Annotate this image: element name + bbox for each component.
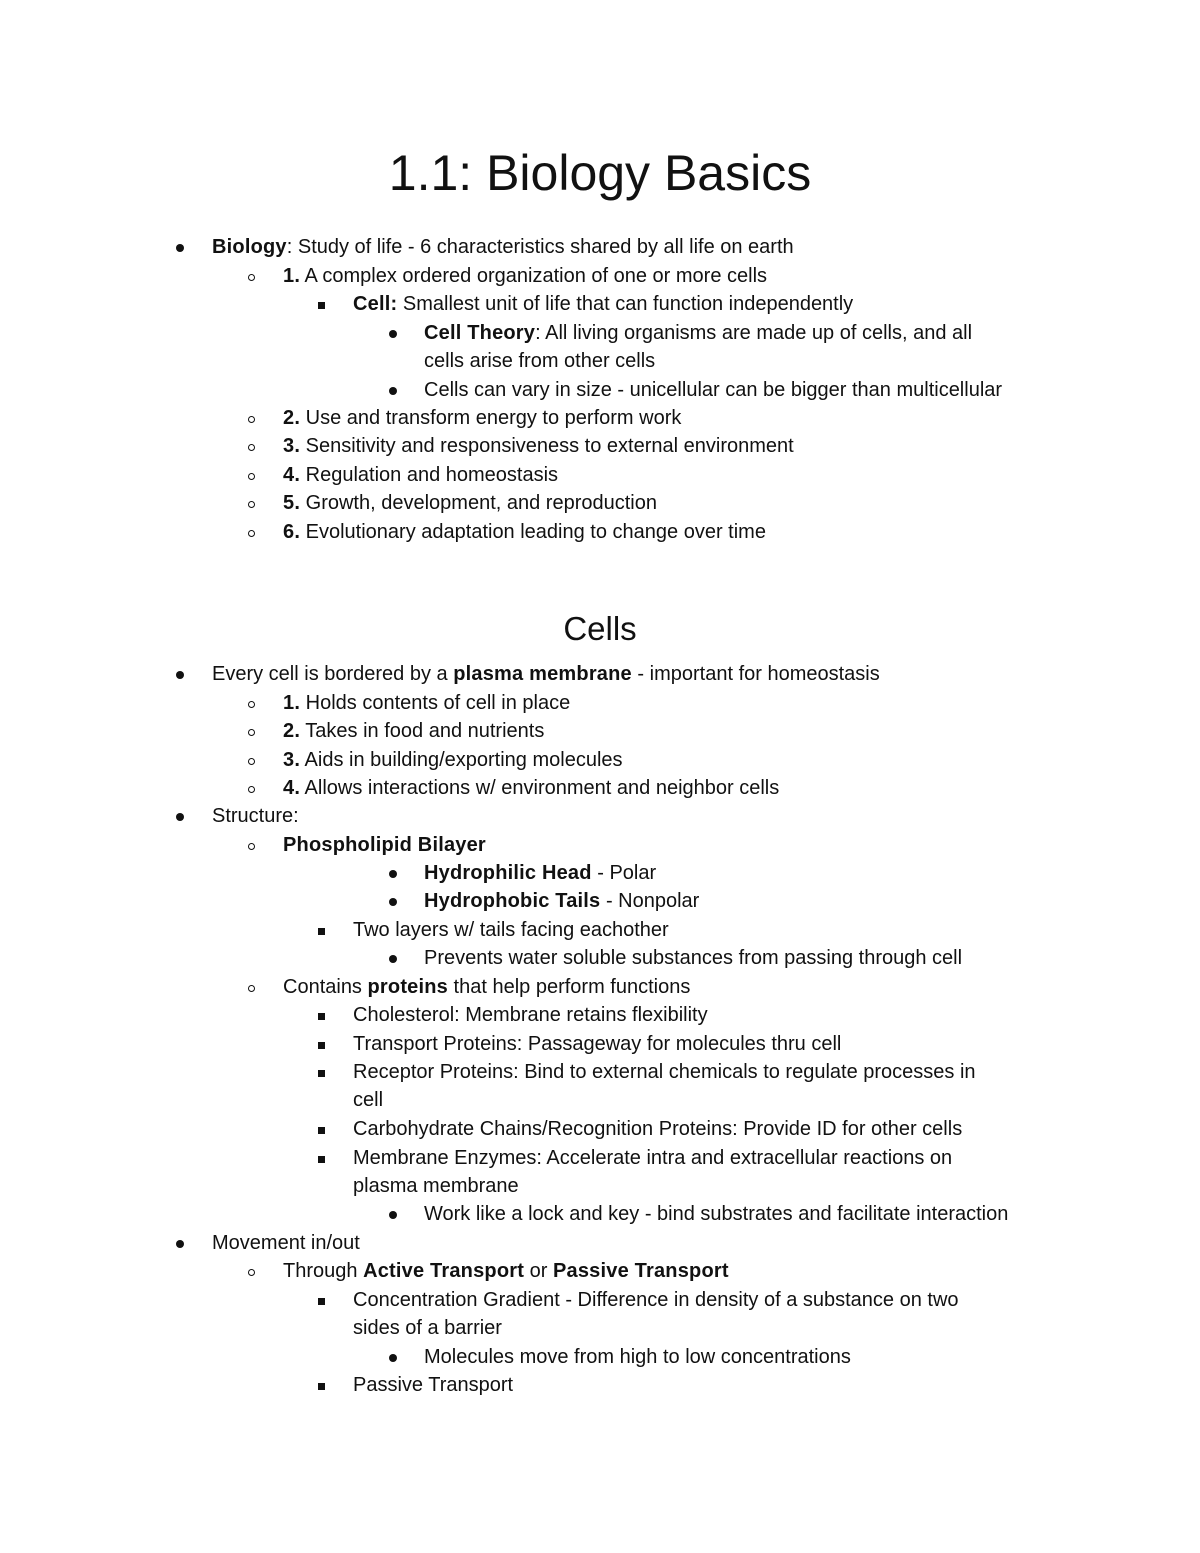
list-item: Two layers w/ tails facing eachother	[353, 919, 669, 941]
list-item: Cholesterol: Membrane retains flexibility	[353, 1004, 708, 1026]
bullet-square-icon	[318, 292, 325, 316]
section-heading: Cells	[563, 610, 637, 647]
bullet-ring-icon	[248, 776, 255, 800]
list-item: 5. Growth, development, and reproduction	[283, 492, 657, 514]
list-item: 2. Use and transform energy to perform work	[283, 407, 682, 429]
list-item: 3. Sensitivity and responsiveness to external environment	[283, 435, 794, 457]
list-item: 3. Aids in building/exporting molecules	[283, 749, 623, 771]
list-item-continuation: sides of a barrier	[353, 1317, 502, 1339]
bullet-dot-icon	[176, 804, 184, 828]
list-item: Movement in/out	[212, 1232, 360, 1254]
bullet-square-icon	[318, 1032, 325, 1056]
bullet-ring-icon	[248, 264, 255, 288]
bullet-square-icon	[318, 1003, 325, 1027]
bullet-ring-icon	[248, 406, 255, 430]
list-item: Receptor Proteins: Bind to external chemicals to regulate processes in	[353, 1061, 976, 1083]
bullet-dot-icon	[176, 1231, 184, 1255]
list-item: Concentration Gradient - Difference in density of a substance on two	[353, 1289, 959, 1311]
list-item-continuation: plasma membrane	[353, 1175, 519, 1197]
bullet-ring-icon	[248, 520, 255, 544]
list-item: 4. Regulation and homeostasis	[283, 464, 559, 486]
list-item: Carbohydrate Chains/Recognition Proteins: Provide ID for other cells	[353, 1118, 963, 1140]
bullet-ring-icon	[248, 833, 255, 857]
bullet-dot-icon	[389, 889, 397, 913]
list-item: Through Active Transport or Passive Transport	[283, 1260, 729, 1282]
list-item: 1. Holds contents of cell in place	[283, 692, 571, 714]
bullet-square-icon	[318, 1146, 325, 1170]
list-item: 2. Takes in food and nutrients	[283, 720, 545, 742]
bullet-ring-icon	[248, 748, 255, 772]
bullet-ring-icon	[248, 1259, 255, 1283]
list-item-continuation: cells arise from other cells	[424, 350, 656, 372]
list-item: 4. Allows interactions w/ environment and neighbor cells	[283, 777, 780, 799]
bullet-square-icon	[318, 1288, 325, 1312]
list-item: Work like a lock and key - bind substrates and facilitate interaction	[424, 1203, 1009, 1225]
bullet-dot-icon	[389, 861, 397, 885]
list-item: Contains proteins that help perform functions	[283, 976, 691, 998]
bullet-dot-icon	[389, 946, 397, 970]
list-item: Hydrophilic Head - Polar	[424, 862, 657, 884]
bullet-square-icon	[318, 1117, 325, 1141]
bullet-ring-icon	[248, 463, 255, 487]
bullet-dot-icon	[176, 662, 184, 686]
list-item: 1. A complex ordered organization of one or more cells	[283, 265, 768, 287]
bullet-dot-icon	[389, 378, 397, 402]
bullet-ring-icon	[248, 491, 255, 515]
list-item: Biology: Study of life - 6 characteristics shared by all life on earth	[212, 236, 794, 258]
list-item: 6. Evolutionary adaptation leading to change over time	[283, 521, 766, 543]
page-title: 1.1: Biology Basics	[388, 145, 812, 201]
list-item: Cell Theory: All living organisms are made up of cells, and all	[424, 322, 973, 344]
list-item: Molecules move from high to low concentrations	[424, 1346, 851, 1368]
bullet-square-icon	[318, 918, 325, 942]
list-item: Membrane Enzymes: Accelerate intra and extracellular reactions on	[353, 1147, 953, 1169]
bullet-ring-icon	[248, 434, 255, 458]
bullet-square-icon	[318, 1060, 325, 1084]
list-item: Hydrophobic Tails - Nonpolar	[424, 890, 700, 912]
bullet-dot-icon	[389, 1345, 397, 1369]
bullet-dot-icon	[176, 235, 184, 259]
list-item: Structure:	[212, 805, 299, 827]
list-item: Phospholipid Bilayer	[283, 834, 486, 856]
list-item: Transport Proteins: Passageway for molecules thru cell	[353, 1033, 842, 1055]
bullet-ring-icon	[248, 719, 255, 743]
bullet-dot-icon	[389, 1202, 397, 1226]
bullet-ring-icon	[248, 691, 255, 715]
list-item: Cell: Smallest unit of life that can function independently	[353, 293, 854, 315]
bullet-dot-icon	[389, 321, 397, 345]
bullet-ring-icon	[248, 975, 255, 999]
bullet-square-icon	[318, 1373, 325, 1397]
list-item: Prevents water soluble substances from passing through cell	[424, 947, 963, 969]
list-item: Passive Transport	[353, 1374, 514, 1396]
list-item: Every cell is bordered by a plasma membrane - important for homeostasis	[212, 663, 880, 685]
list-item-continuation: cell	[353, 1089, 384, 1111]
list-item: Cells can vary in size - unicellular can be bigger than multicellular	[424, 379, 1003, 401]
